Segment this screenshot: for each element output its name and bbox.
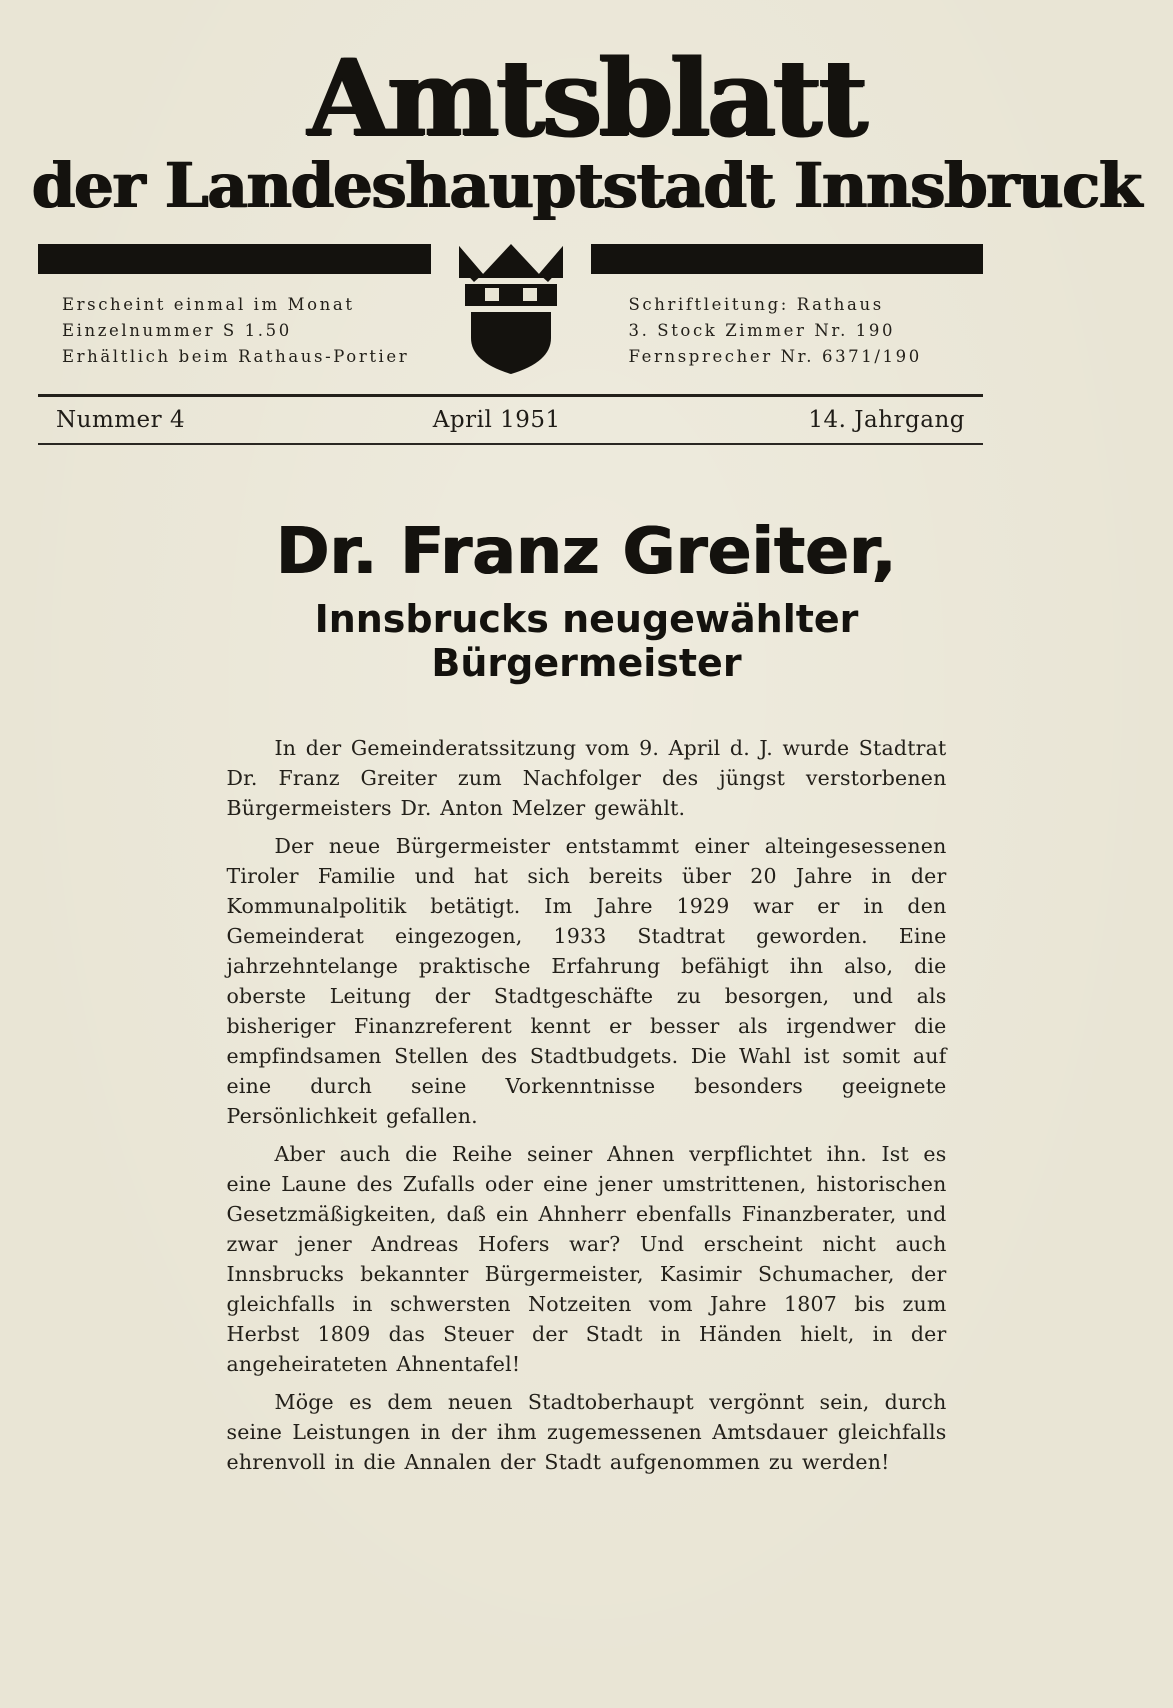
header-band — [38, 244, 983, 370]
article-headline: Dr. Franz Greiter, — [276, 514, 897, 589]
info-line-office: 3. Stock Zimmer Nr. 190 — [628, 320, 896, 340]
info-line-availability: Erhältlich beim Rathaus-Portier — [62, 346, 410, 366]
black-bar-left — [38, 244, 431, 274]
issue-number: Nummer 4 — [56, 406, 186, 433]
issue-line — [38, 405, 983, 439]
publication-info-right — [577, 292, 984, 370]
divider-rule-bottom — [38, 443, 983, 445]
article-subheadline: Innsbrucks neugewählter Bürgermeister — [314, 596, 859, 685]
divider-rule-top — [38, 394, 983, 397]
masthead-title: Amtsblatt — [307, 35, 866, 160]
article-body — [227, 733, 947, 1477]
article-paragraph: In der Gemeinderatssitzung vom 9. April d. J. wurde Stadtrat Dr. Franz Greiter zum Nachfolger des jüngst verstorbenen Bürgermeisters Dr. Anton Melzer gewählt. — [226, 735, 947, 820]
masthead-subtitle: der Landeshauptstadt Innsbruck — [31, 148, 1142, 222]
info-line-frequency: Erscheint einmal im Monat — [62, 294, 355, 314]
article-paragraph: Aber auch die Reihe seiner Ahnen verpflichtet ihn. Ist es eine Laune des Zufalls oder eine jener umstrittenen, historischen Gesetzmäßigkeiten, daß ein Ahnherr ebenfalls Finanzberater, und zwar jener Andreas Hofers war? Und erscheint nicht auch Innsbrucks bekannter Bürgermeister, Kasimir Schumacher, der gleichfalls in schwersten Notzeiten vom Jahre 1807 bis zum Herbst 1809 das Steuer der Stadt in Händen hielt, in der angeheirateten Ahnentafel! — [226, 1141, 947, 1376]
info-line-phone: Fernsprecher Nr. 6371/190 — [628, 346, 922, 366]
article-paragraph: Möge es dem neuen Stadtoberhaupt vergönnt sein, durch seine Leistungen in der ihm zugemessenen Amtsdauer gleichfalls ehrenvoll in die Annalen der Stadt aufgenommen zu werden! — [226, 1389, 947, 1474]
masthead — [0, 35, 1173, 222]
black-bar-right — [591, 244, 984, 274]
article — [227, 515, 947, 1477]
issue-volume: 14. Jahrgang — [808, 406, 965, 433]
publication-info-left — [38, 292, 417, 370]
info-line-price: Einzelnummer S 1.50 — [62, 320, 292, 340]
article-paragraph: Der neue Bürgermeister entstammt einer alteingesessenen Tiroler Familie und hat sich bereits über 20 Jahre in der Kommunalpolitik betätigt. Im Jahre 1929 war er in den Gemeinderat eingezogen, 1933 Stadtrat geworden. Eine jahrzehntelange praktische Erfahrung befähigt ihn also, die oberste Leitung der Stadtgeschäfte zu besorgen, und als bisheriger Finanzreferent kennt er besser als irgendwer die empfindsamen Stellen des Stadtbudgets. Die Wahl ist somit auf eine durch seine Vorkenntnisse besonders geeignete Persönlichkeit gefallen. — [226, 833, 947, 1128]
info-line-editorial: Schriftleitung: Rathaus — [628, 294, 884, 314]
innsbruck-coat-of-arms-icon — [431, 244, 591, 380]
issue-date: April 1951 — [432, 406, 561, 433]
